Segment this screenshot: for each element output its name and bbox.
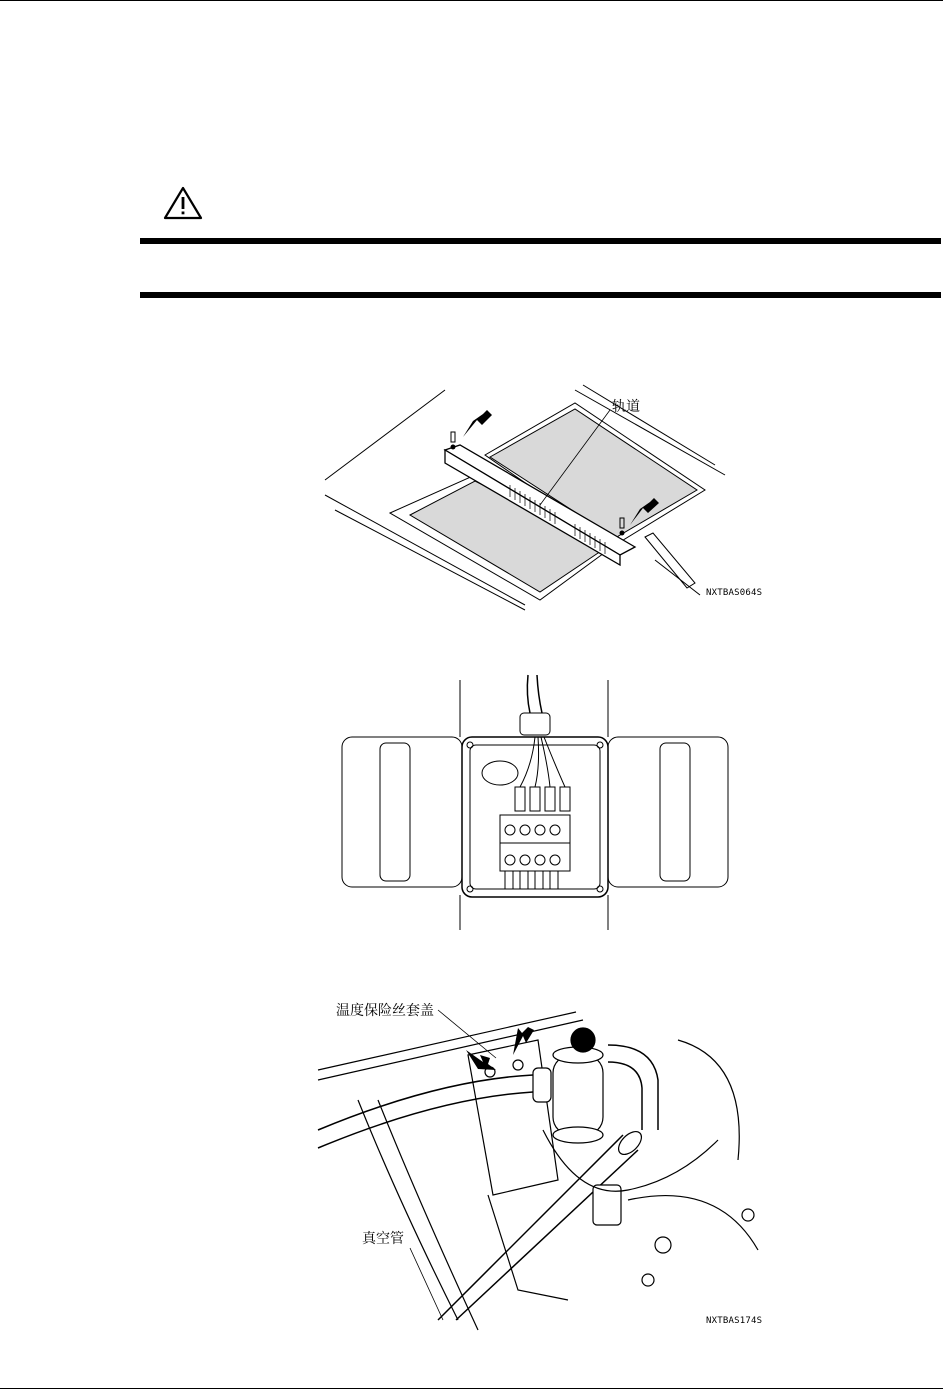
- page-bottom-rule: [0, 1388, 943, 1389]
- warning-triangle-icon: [163, 186, 203, 220]
- figure-code-1: NXTBAS064S: [706, 588, 763, 598]
- figure-code-3: NXTBAS174S: [706, 1316, 763, 1326]
- caution-bottom-rule: [140, 292, 941, 298]
- fuse-cover-illustration: [318, 1000, 768, 1330]
- rail-label: 轨道: [612, 399, 640, 415]
- rail-illustration: [325, 385, 765, 610]
- caution-top-rule: [140, 238, 941, 244]
- page-top-rule: [0, 0, 943, 1]
- fuse-cover-label: 温度保险丝套盖: [336, 1003, 434, 1019]
- vacuum-tube-label: 真空管: [362, 1231, 404, 1247]
- terminal-box-illustration: [340, 675, 732, 933]
